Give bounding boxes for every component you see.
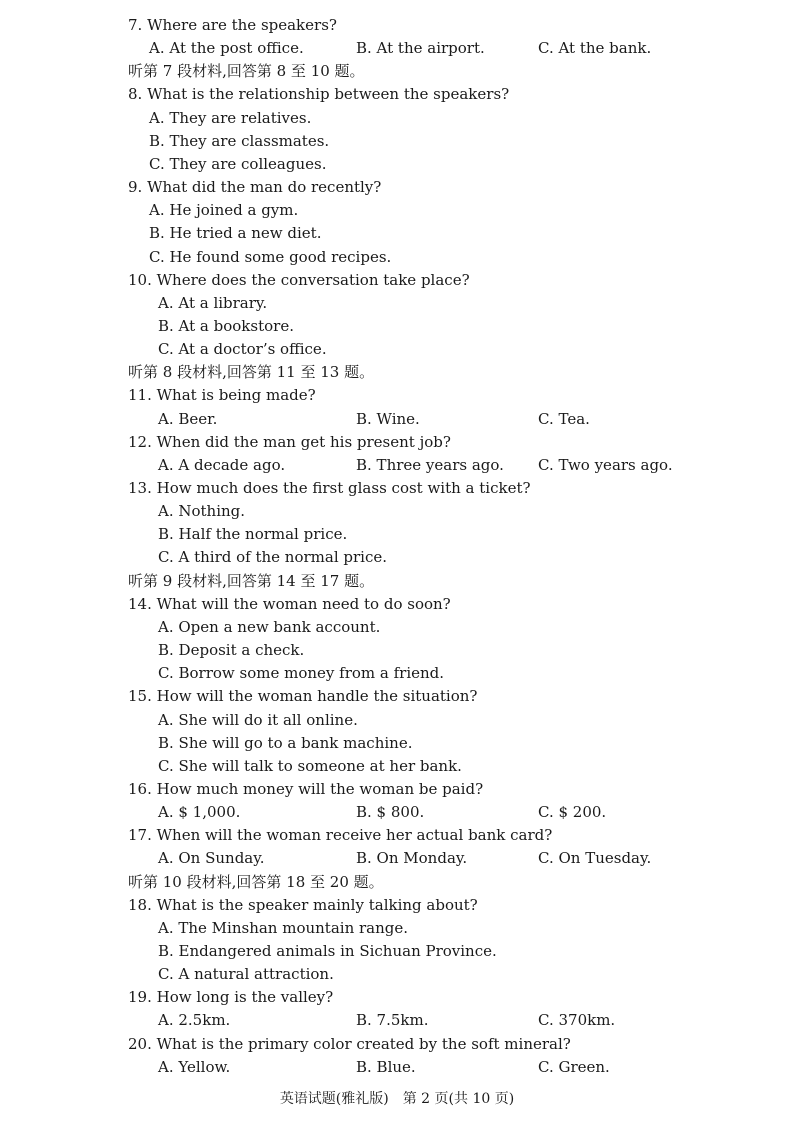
answer-option: A. Beer. bbox=[158, 409, 218, 428]
option-line bbox=[0, 662, 794, 685]
option-row bbox=[0, 454, 794, 477]
option-line bbox=[0, 755, 794, 778]
option-line bbox=[0, 709, 794, 732]
option-line-text: C. At a doctor’s office. bbox=[158, 340, 327, 359]
answer-option: A. 2.5km. bbox=[158, 1011, 231, 1030]
section-instruction-text: 听第 10 段材料,回答第 18 至 20 题。 bbox=[128, 872, 384, 891]
question-stem-text: 10. Where does the conversation take place? bbox=[128, 270, 470, 289]
question-stem bbox=[0, 986, 794, 1009]
option-line bbox=[0, 292, 794, 315]
question-stem bbox=[0, 14, 794, 37]
option-line-text: C. A natural attraction. bbox=[158, 965, 334, 984]
question-stem bbox=[0, 269, 794, 292]
section-instruction-text: 听第 9 段材料,回答第 14 至 17 题。 bbox=[128, 571, 375, 590]
option-line-text: B. She will go to a bank machine. bbox=[158, 733, 413, 752]
question-stem bbox=[0, 685, 794, 708]
option-line-text: B. Endangered animals in Sichuan Province. bbox=[158, 942, 497, 960]
option-line-text: C. They are colleagues. bbox=[149, 154, 327, 173]
answer-option: A. Yellow. bbox=[158, 1057, 231, 1076]
option-line-text: A. She will do it all online. bbox=[158, 710, 358, 729]
option-line-text: A. They are relatives. bbox=[149, 108, 312, 127]
option-row bbox=[0, 847, 794, 870]
answer-option: C. $ 200. bbox=[538, 803, 607, 822]
option-line-text: A. He joined a gym. bbox=[149, 201, 299, 220]
option-line-text: C. He found some good recipes. bbox=[149, 247, 392, 266]
question-stem bbox=[0, 477, 794, 500]
answer-option: C. Tea. bbox=[538, 409, 590, 428]
question-stem-text: 8. What is the relationship between the speakers? bbox=[128, 85, 510, 104]
option-line bbox=[0, 315, 794, 338]
question-stem-text: 14. What will the woman need to do soon? bbox=[128, 594, 451, 613]
question-stem-text: 13. How much does the first glass cost with a ticket? bbox=[128, 479, 531, 497]
question-stem-text: 20. What is the primary color created by the soft mineral? bbox=[128, 1034, 571, 1053]
option-row bbox=[0, 1009, 794, 1032]
section-instruction-text: 听第 8 段材料,回答第 11 至 13 题。 bbox=[128, 363, 375, 382]
answer-option: A. A decade ago. bbox=[158, 455, 286, 474]
option-line bbox=[0, 917, 794, 940]
question-stem-text: 11. What is being made? bbox=[128, 386, 316, 405]
option-row bbox=[0, 37, 794, 60]
question-stem-text: 15. How will the woman handle the situation? bbox=[128, 687, 478, 706]
option-line bbox=[0, 338, 794, 361]
option-line-text: A. The Minshan mountain range. bbox=[158, 918, 409, 937]
question-stem-text: 12. When did the man get his present job? bbox=[128, 432, 451, 451]
question-stem bbox=[0, 778, 794, 801]
option-line-text: C. She will talk to someone at her bank. bbox=[158, 756, 462, 775]
question-stem-text: 17. When will the woman receive her actual bank card? bbox=[128, 826, 553, 845]
option-line bbox=[0, 963, 794, 986]
question-stem-text: 16. How much money will the woman be paid? bbox=[128, 779, 484, 798]
answer-option: B. At the airport. bbox=[356, 39, 485, 58]
option-line bbox=[0, 130, 794, 153]
option-line-text: B. They are classmates. bbox=[149, 131, 330, 150]
section-instruction bbox=[0, 570, 794, 593]
answer-option: C. Green. bbox=[538, 1057, 610, 1076]
answer-option: C. At the bank. bbox=[538, 39, 652, 58]
option-line bbox=[0, 616, 794, 639]
option-line-text: A. Nothing. bbox=[158, 502, 246, 521]
option-row bbox=[0, 408, 794, 431]
option-line-text: B. At a bookstore. bbox=[158, 316, 294, 335]
question-stem bbox=[0, 384, 794, 407]
answer-option: B. Wine. bbox=[356, 409, 420, 428]
section-instruction-text: 听第 7 段材料,回答第 8 至 10 题。 bbox=[128, 62, 365, 81]
answer-option: C. On Tuesday. bbox=[538, 849, 652, 868]
question-stem bbox=[0, 83, 794, 106]
option-line-text: B. Deposit a check. bbox=[158, 641, 305, 660]
option-row bbox=[0, 1056, 794, 1079]
option-line-text: C. A third of the normal price. bbox=[158, 548, 387, 567]
question-stem-text: 7. Where are the speakers? bbox=[128, 16, 337, 34]
option-line bbox=[0, 246, 794, 269]
option-line-text: A. Open a new bank account. bbox=[158, 617, 381, 636]
question-stem-text: 9. What did the man do recently? bbox=[128, 178, 382, 197]
question-stem bbox=[0, 176, 794, 199]
answer-option: B. Blue. bbox=[356, 1057, 416, 1076]
question-stem bbox=[0, 593, 794, 616]
answer-option: A. $ 1,000. bbox=[158, 803, 241, 822]
section-instruction bbox=[0, 871, 794, 894]
answer-option: A. On Sunday. bbox=[158, 849, 265, 868]
question-stem bbox=[0, 1033, 794, 1056]
answer-option: A. At the post office. bbox=[149, 39, 304, 58]
page-footer: 英语试题(雅礼版) 第 2 页(共 10 页) bbox=[279, 1091, 515, 1107]
option-line bbox=[0, 546, 794, 569]
option-line bbox=[0, 107, 794, 130]
option-line-text: B. He tried a new diet. bbox=[149, 224, 322, 243]
answer-option: C. 370km. bbox=[538, 1011, 616, 1030]
option-line-text: B. Half the normal price. bbox=[158, 525, 348, 544]
option-line bbox=[0, 732, 794, 755]
section-instruction bbox=[0, 361, 794, 384]
answer-option: B. $ 800. bbox=[356, 803, 425, 822]
option-line bbox=[0, 222, 794, 245]
option-line-text: C. Borrow some money from a friend. bbox=[158, 664, 445, 683]
section-instruction bbox=[0, 60, 794, 83]
option-row bbox=[0, 801, 794, 824]
answer-option: B. Three years ago. bbox=[356, 455, 504, 474]
question-stem bbox=[0, 894, 794, 917]
option-line-text: A. At a library. bbox=[158, 293, 268, 312]
answer-option: B. 7.5km. bbox=[356, 1011, 429, 1030]
question-stem bbox=[0, 824, 794, 847]
option-line bbox=[0, 940, 794, 963]
question-stem-text: 19. How long is the valley? bbox=[128, 988, 334, 1007]
question-stem-text: 18. What is the speaker mainly talking about? bbox=[128, 895, 478, 914]
option-line bbox=[0, 199, 794, 222]
option-line bbox=[0, 523, 794, 546]
option-line bbox=[0, 639, 794, 662]
option-line bbox=[0, 500, 794, 523]
option-line bbox=[0, 153, 794, 176]
question-stem bbox=[0, 431, 794, 454]
answer-option: B. On Monday. bbox=[356, 849, 468, 868]
answer-option: C. Two years ago. bbox=[538, 455, 673, 474]
